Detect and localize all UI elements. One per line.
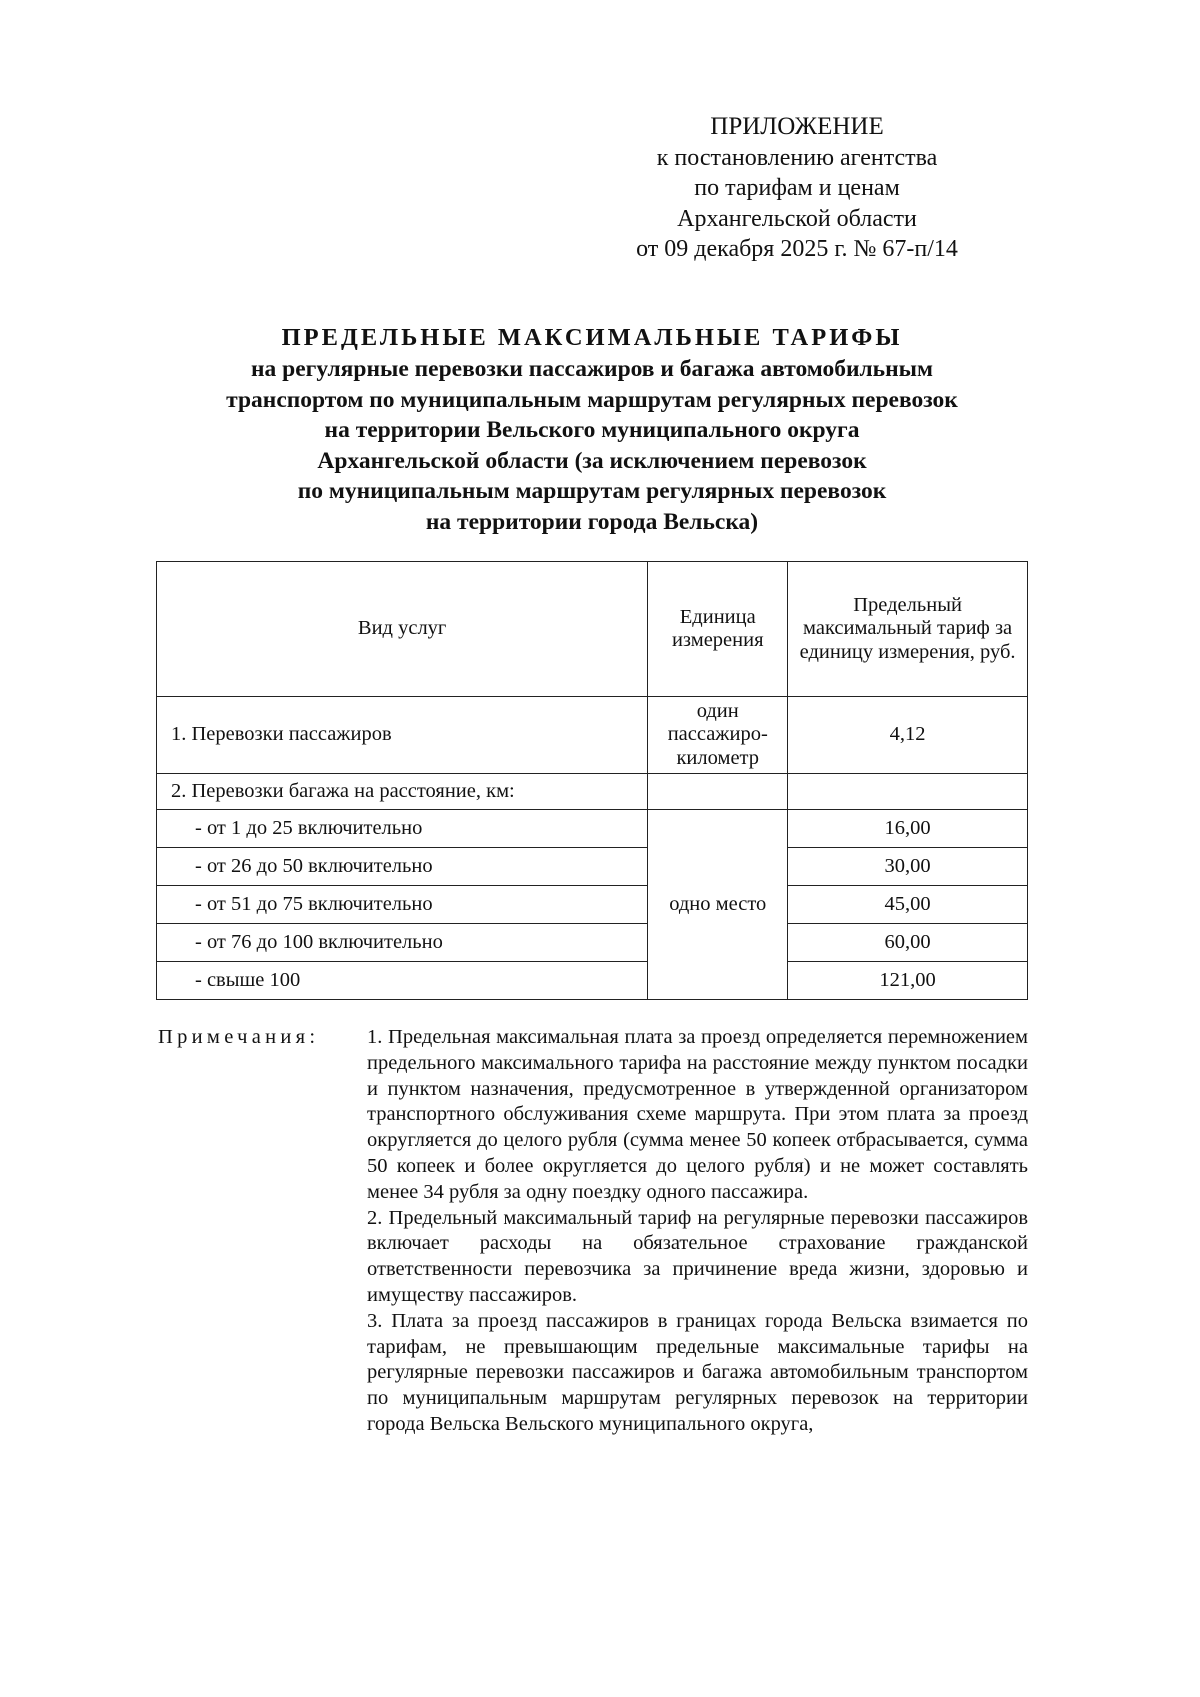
title-main: ПРЕДЕЛЬНЫЕ МАКСИМАЛЬНЫЕ ТАРИФЫ <box>281 324 903 351</box>
row-passengers-tariff: 4,12 <box>788 697 1028 774</box>
baggage-range: - от 51 до 75 включительно <box>157 886 648 924</box>
appendix-date-number: от 09 декабря 2025 г. № 67-п/14 <box>636 236 958 262</box>
document-title <box>150 322 1034 538</box>
appendix-header <box>600 112 994 265</box>
header-service: Вид услуг <box>157 562 648 697</box>
baggage-tariff: 16,00 <box>788 810 1028 848</box>
table-row <box>157 848 1028 886</box>
notes-label: Примечания: <box>158 1026 320 1048</box>
row-passengers-unit: один пассажиро-километр <box>648 697 788 774</box>
baggage-tariff: 121,00 <box>788 962 1028 1000</box>
table-row <box>157 810 1028 848</box>
row-passengers-service: 1. Перевозки пассажиров <box>157 697 648 774</box>
notes-body <box>367 1025 1028 1438</box>
title-line: Архангельской области (за исключением перевозок <box>317 447 867 474</box>
baggage-range: - от 76 до 100 включительно <box>157 924 648 962</box>
empty-cell <box>788 774 1028 810</box>
baggage-range: - от 26 до 50 включительно <box>157 848 648 886</box>
appendix-line: по тарифам и ценам <box>694 175 900 201</box>
title-line: на территории города Вельска) <box>425 508 759 535</box>
baggage-tariff: 30,00 <box>788 848 1028 886</box>
title-line: по муниципальным маршрутам регулярных перевозок <box>297 478 887 505</box>
note-item: 2. Предельный максимальный тариф на регулярные перевозки пассажиров включает расходы на обязательное страхование гражданской ответственности перевозчика за причинение вреда жизни, здоровью и имуществу пассажиров. <box>367 1206 1028 1306</box>
note-item: 3. Плата за проезд пассажиров в границах города Вельска взимается по тарифам, не превышающим предельные максимальные тарифы на регулярные перевозки пассажиров и багажа автомобильным транспортом по муниципальным маршрутам регулярных перевозок на территории города Вельска Вельского муниципального округа, <box>367 1309 1028 1435</box>
table-row <box>157 962 1028 1000</box>
baggage-range: - свыше 100 <box>157 962 648 1000</box>
row-baggage-service: 2. Перевозки багажа на расстояние, км: <box>157 774 648 810</box>
header-tariff: Предельный максимальный тариф за единицу измерения, руб. <box>788 562 1028 697</box>
appendix-line: к постановлению агентства <box>656 144 938 171</box>
table-row <box>157 774 1028 810</box>
title-line: на регулярные перевозки пассажиров и багажа автомобильным <box>250 356 934 382</box>
baggage-tariff: 60,00 <box>788 924 1028 962</box>
table-row <box>157 886 1028 924</box>
title-line: на территории Вельского муниципального округа <box>324 417 860 444</box>
baggage-range: - от 1 до 25 включительно <box>157 810 648 848</box>
title-line: транспортом по муниципальным маршрутам регулярных перевозок <box>226 386 958 413</box>
baggage-unit: одно место <box>648 810 788 1000</box>
tariff-table <box>156 561 1028 1000</box>
table-header-row <box>157 562 1028 697</box>
empty-cell <box>648 774 788 810</box>
baggage-tariff: 45,00 <box>788 886 1028 924</box>
table-row <box>157 924 1028 962</box>
table-row <box>157 697 1028 774</box>
appendix-title: ПРИЛОЖЕНИЕ <box>710 113 884 140</box>
note-item: 1. Предельная максимальная плата за проезд определяется перемножением предельного максимального тарифа на расстояние между пунктом посадки и пунктом назначения, предусмотренное в утвержденной организатором транспортного обслуживания схеме маршрута. При этом плата за проезд округляется до целого рубля (сумма менее 50 копеек отбрасывается, сумма 50 копеек и более округляется до целого рубля) и не может составлять менее 34 рубля за одну поездку одного пассажира. <box>367 1026 1028 1203</box>
appendix-line: Архангельской области <box>677 205 917 232</box>
header-unit: Единица измерения <box>648 562 788 697</box>
